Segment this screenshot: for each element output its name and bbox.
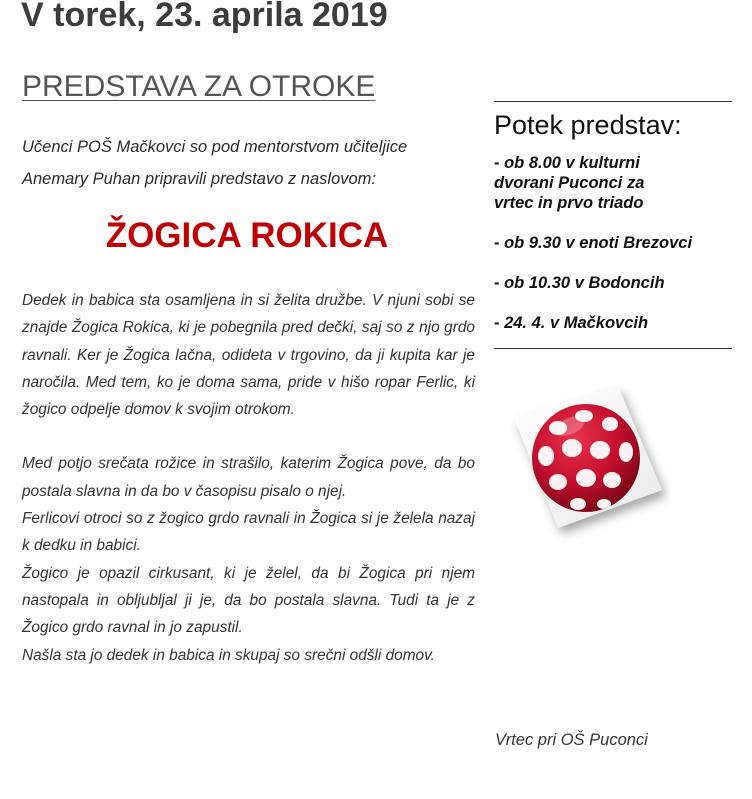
section-title: PREDSTAVA ZA OTROKE (22, 70, 376, 103)
story-text (22, 287, 475, 669)
story-paragraph: Med potjo srečata rožice in strašilo, katerim Žogica pove, da bo postala slavna in da bo v časopisu pisalo o njej. (22, 455, 475, 500)
story-paragraph: Ferlicovi otroci so z žogico grdo ravnali in Žogica si je želela nazaj k dedku in babici. (22, 510, 475, 555)
schedule-item: - ob 10.30 v Bodoncih (494, 274, 665, 292)
story-paragraph: Dedek in babica sta osamljena in si želita družbe. V njuni sobi se znajde Žogica Rokica, ki je pobegnila pred dečki, saj so z njo grdo ravnali. Ker je Žogica lačna, odideta v trgovino, da ji kupita kar je naročila. Med tem, ko je doma sama, pride v hišo ropar Ferlic, ki žogico odpelje domov k svojim otrokom. (22, 292, 475, 419)
polka-dot-ball-icon (506, 378, 670, 544)
story-paragraph: Našla sta jo dedek in babica in skupaj so srečni odšli domov. (22, 646, 435, 664)
intro-line: Učenci POŠ Mačkovci so pod mentorstvom učiteljice (22, 138, 408, 156)
schedule-item: - 24. 4. v Mačkovcih (494, 314, 649, 332)
story-paragraph: Žogico je opazil cirkusant, ki je želel, da bi Žogica pri njem nastopala in obljubljal ji je, da bo postala slavna. Tudi ta je z Žogico grdo ravnal in jo zapustil. (22, 564, 475, 637)
footer-signature: Vrtec pri OŠ Puconci (495, 731, 648, 749)
schedule-heading: Potek predstav: (494, 110, 682, 140)
schedule-box (494, 101, 732, 349)
intro-line: Anemary Puhan pripravili predstavo z naslovom: (22, 170, 377, 188)
date-heading: V torek, 23. aprila 2019 (21, 0, 388, 34)
intro-text (22, 131, 482, 195)
schedule-item: - ob 8.00 v kulturni dvorani Puconci za vrtec in prvo triado (494, 154, 645, 212)
schedule-list (494, 153, 732, 333)
play-title: ŽOGICA ROKICA (105, 216, 389, 255)
schedule-item: - ob 9.30 v enoti Brezovci (494, 234, 693, 252)
ball-image (506, 378, 670, 544)
